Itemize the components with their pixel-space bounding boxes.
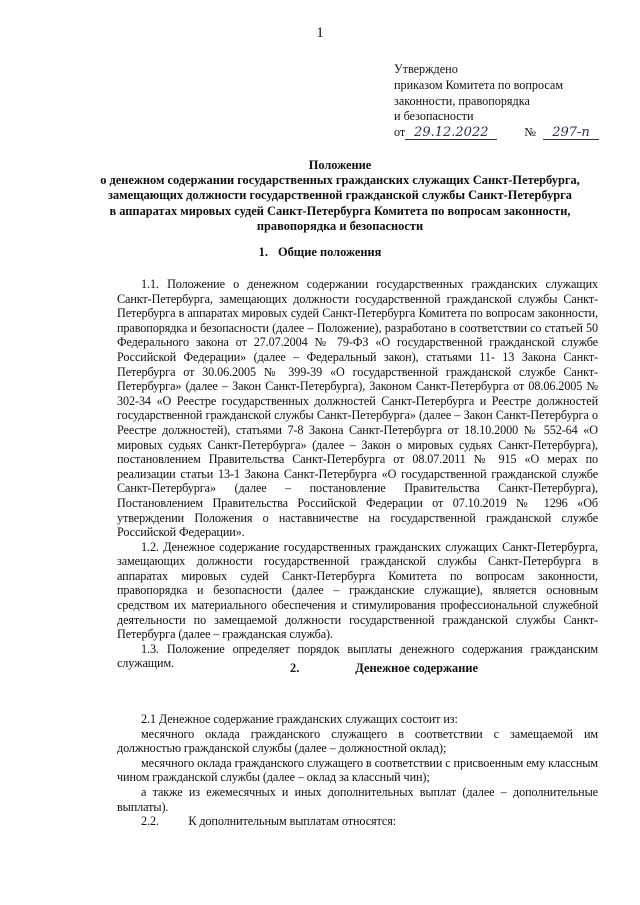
paragraph-1-2: 1.2. Денежное содержание государственных гражданских служащих Санкт-Петербурга, замещающих должности государственной гражданской службы Санкт-Петербурга в аппаратах мировых судей Санкт-Петербурга Комитета по вопросам законности, правопорядка и безопасности (далее – гражданские служащие), является основным средством их материального обеспечения и стимулирования профессиональной служебной деятельности по замещаемой должности государственной гражданской службы Санкт-Петербурга (далее – гражданская служба). bbox=[117, 539, 598, 642]
number-field bbox=[543, 126, 599, 140]
list-item-class-rank-salary: месячного оклада гражданского служащего в соответствии с присвоенным ему классным чином гражданской службы (далее – оклад за классный чин); bbox=[117, 755, 598, 785]
approval-line: приказом Комитета по вопросам bbox=[394, 77, 564, 92]
section-title: Денежное содержание bbox=[355, 661, 478, 675]
approval-line: законности, правопорядка bbox=[394, 93, 530, 108]
approval-date-number-row bbox=[394, 125, 624, 143]
date-field bbox=[405, 126, 497, 140]
handwritten-date: 29.12.2022 bbox=[414, 125, 489, 141]
section-2-body bbox=[117, 712, 598, 829]
handwritten-number: 297-п bbox=[552, 125, 590, 141]
section-number: 2. bbox=[290, 661, 300, 675]
section-heading-1 bbox=[0, 245, 640, 260]
section-title: Общие положения bbox=[277, 245, 382, 259]
date-prefix: от bbox=[394, 125, 406, 140]
title-line: правопорядка и безопасности bbox=[256, 218, 424, 233]
number-prefix: № bbox=[524, 125, 536, 140]
title-line: Положение bbox=[308, 158, 372, 172]
title-line: замещающих должности государственной гражданской службы Санкт-Петербурга bbox=[108, 188, 572, 203]
list-item-official-salary: месячного оклада гражданского служащего в соответствии с замещаемой им должностью гражданской службы (далее – должностной оклад); bbox=[117, 726, 598, 756]
approval-line: Утверждено bbox=[394, 62, 458, 76]
paragraph-2-2: 2.2. К дополнительным выплатам относятся: bbox=[141, 814, 397, 829]
page-number: 1 bbox=[316, 25, 324, 41]
paragraph-2-1: 2.1 Денежное содержание гражданских служащих состоит из: bbox=[141, 712, 458, 726]
paragraph-1-1: 1.1. Положение о денежном содержании государственных гражданских служащих Санкт-Петербурга, замещающих должности государственной гражданской службы Санкт-Петербурга в аппаратах мировых судей Санкт-Петербурга Комитета по вопросам законности, правопорядка и безопасности (далее – Положение), разработано в соответствии со статьей 50 Федерального закона от 27.07.2004 № 79-ФЗ «О государственной гражданской службе Российской Федерации» (далее – Федеральный закон), статьями 11- 13 Закона Санкт-Петербурга от 30.06.2005 № 399-39 «О государственной гражданской службе Санкт-Петербурга» (далее – Закон Санкт-Петербурга), Законом Санкт-Петербурга от 08.06.2005 № 302-34 «О Реестре государственных должностей Санкт-Петербурга и Реестре должностей государственной гражданской службы Санкт-Петербурга» (далее – Закон Санкт-Петербурга о Реестре должностей), статьями 7-8 Закона Санкт-Петербурга от 18.10.2000 № 552-64 «О мировых судьях Санкт-Петербурга» (далее – Закон о мировых судьях Санкт-Петербурга), постановлением Правительства Санкт-Петербурга от 08.07.2011 № 915 «О мерах по реализации статьи 13-1 Закона Санкт-Петербурга «О государственной гражданской службе Санкт-Петербурга» (далее – постановление Правительства Санкт-Петербурга), Постановлением Правительства Российской Федерации от 07.10.2019 № 1296 «Об утверждении Положения о наставничестве на государственной гражданской службе Российской Федерации». bbox=[117, 277, 598, 540]
section-1-body bbox=[117, 277, 598, 671]
approval-stamp bbox=[394, 62, 624, 143]
list-item-additional-payments: а также из ежемесячных и иных дополнительных выплат (далее – дополнительные выплаты). bbox=[117, 784, 598, 814]
title-line: в аппаратах мировых судей Санкт-Петербурга Комитета по вопросам законности, bbox=[109, 203, 571, 218]
document-title bbox=[60, 158, 620, 234]
title-line: о денежном содержании государственных гражданских служащих Санкт-Петербурга, bbox=[100, 173, 580, 188]
paragraph-1-3: 1.3. Положение определяет порядок выплаты денежного содержания гражданским служащим. bbox=[117, 641, 598, 671]
section-heading-2 bbox=[290, 661, 478, 676]
section-number: 1. bbox=[258, 245, 268, 259]
approval-line: и безопасности bbox=[394, 109, 474, 124]
